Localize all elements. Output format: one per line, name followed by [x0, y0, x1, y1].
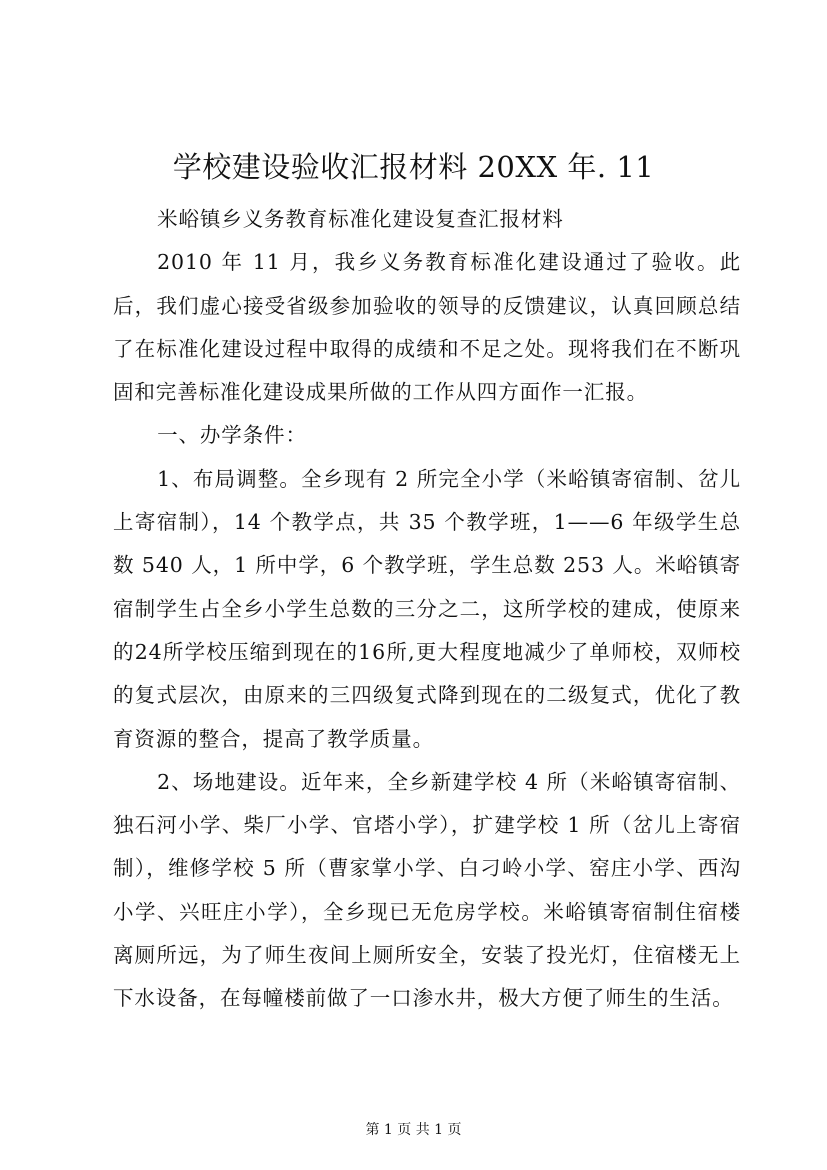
document-title: 学校建设验收汇报材料 20XX 年. 11	[172, 150, 655, 184]
layout-adjustment-paragraph: 1、布局调整。全乡现有 2 所完全小学（米峪镇寄宿制、岔儿上寄宿制），14 个教学点，共 35 个教学班，1——6 年级学生总数 540 人，1 所中学，6 个教学班，学生总数 253 人。米峪镇寄宿制学生占全乡小学生总数的三分之二，这所学校的建成，使原来的24所学校压缩到现在的16所,更大程度地减少了单师校，双师校的复式层次，由原来的三四级复式降到现在的二级复式，优化了教育资源的整合，提高了教学质量。	[113, 466, 741, 751]
document-body	[113, 198, 741, 1021]
section-heading: 一、办学条件：	[157, 423, 307, 448]
page-footer: 第 1 页 共 1 页	[365, 1122, 462, 1138]
intro-paragraph: 2010 年 11 月，我乡义务教育标准化建设通过了验收。此后，我们虚心接受省级参加验收的领导的反馈建议，认真回顾总结了在标准化建设过程中取得的成绩和不足之处。现将我们在不断巩固和完善标准化建设成果所做的工作从四方面作一汇报。	[113, 250, 741, 405]
subtitle-paragraph: 米峪镇乡义务教育标准化建设复查汇报材料	[157, 207, 564, 231]
site-construction-paragraph: 2、场地建设。近年来，全乡新建学校 4 所（米峪镇寄宿制、独石河小学、柴厂小学、官塔小学），扩建学校 1 所（岔儿上寄宿制），维修学校 5 所（曹家掌小学、白刁岭小学、窑庄小学、西沟小学、兴旺庄小学），全乡现已无危房学校。米峪镇寄宿制住宿楼离厕所远，为了师生夜间上厕所安全，安装了投光灯，住宿楼无上下水设备，在每幢楼前做了一口渗水井，极大方便了师生的生活。	[113, 769, 741, 1011]
